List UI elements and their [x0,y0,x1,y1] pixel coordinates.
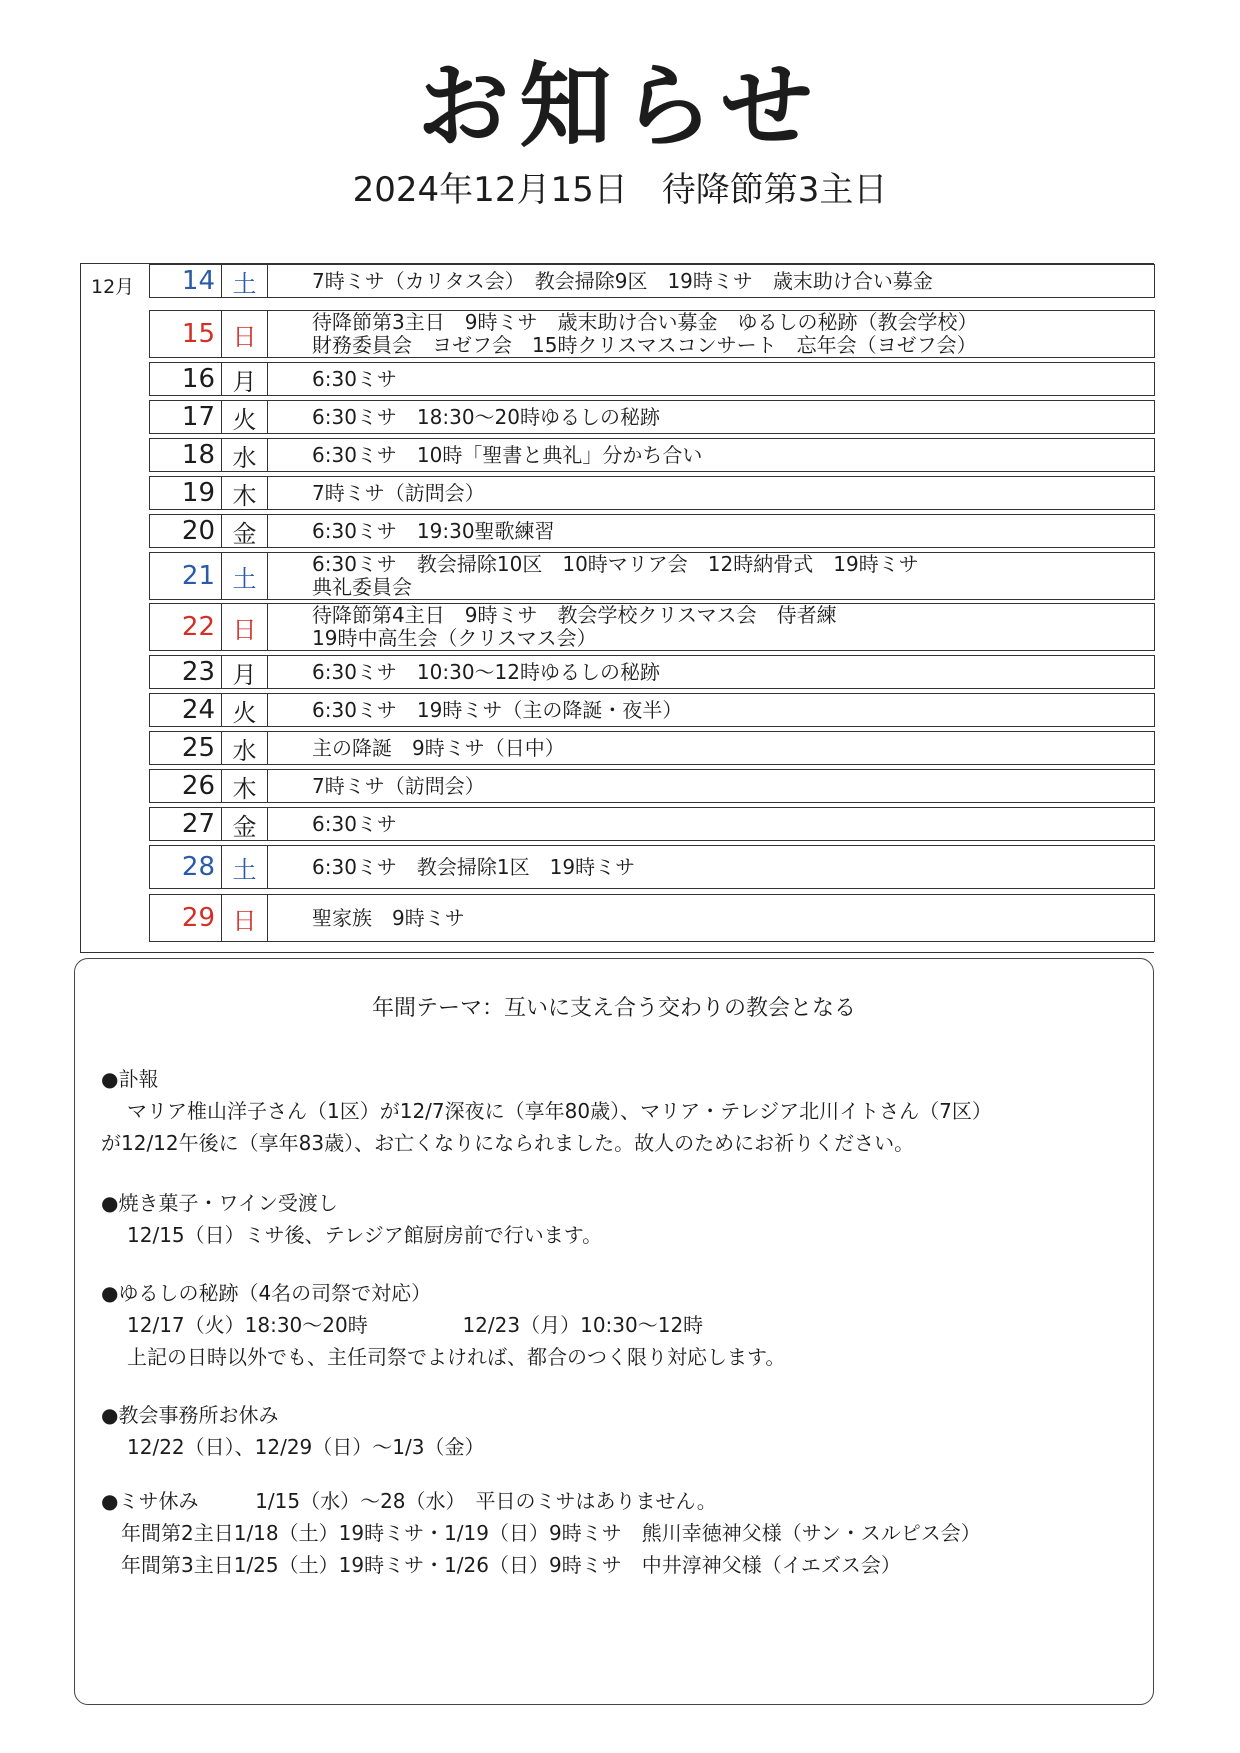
schedule-date: 28 [150,846,222,888]
schedule-row [149,807,1155,841]
schedule-table [80,263,1154,953]
schedule-date: 17 [150,401,222,433]
schedule-weekday: 日 [222,895,268,941]
confession-line-2: 上記の日時以外でも、主任司祭でよければ、都合のつく限り対応します。 [127,1345,786,1369]
schedule-events [268,482,1154,505]
schedule-event-line: 7時ミサ（カリタス会） 教会掃除9区 19時ミサ 歳末助け合い募金 [312,268,933,293]
schedule-event-line: 典礼委員会 [312,575,412,599]
schedule-date: 14 [150,265,222,297]
obituary-section [101,1063,992,1159]
confession-heading: ● ゆるしの秘跡（4名の司祭で対応） [101,1277,785,1309]
schedule-weekday: 水 [222,439,268,471]
schedule-event-line: 聖家族 9時ミサ [312,905,465,930]
schedule-date: 27 [150,808,222,840]
schedule-events [268,520,1154,543]
schedule-event-line: 6:30ミサ [312,811,397,836]
schedule-events [268,661,1154,684]
schedule-event-line: 6:30ミサ 10時「聖書と典礼」分かち合い [312,442,703,467]
schedule-date: 22 [150,604,222,650]
schedule-weekday: 金 [222,808,268,840]
mass-break-line-2: 年間第3主日1/25（土）19時ミサ・1/26（日）9時ミサ 中井淳神父様（イエズス会） [121,1553,901,1577]
sweets-line-1: 12/15（日）ミサ後、テレジア館厨房前で行います。 [127,1223,603,1247]
schedule-date: 25 [150,732,222,764]
schedule-weekday: 月 [222,363,268,395]
schedule-events [268,699,1154,722]
mass-break-period: 1/15（水）～28（水） 平日のミサはありません。 [255,1489,717,1513]
schedule-date: 18 [150,439,222,471]
sweets-heading: ● 焼き菓子・ワイン受渡し [101,1187,602,1219]
schedule-event-line: 6:30ミサ 教会掃除1区 19時ミサ [312,854,636,879]
schedule-row [149,731,1155,765]
schedule-event-line: 6:30ミサ 19:30聖歌練習 [312,518,555,543]
confession-section [101,1277,785,1373]
month-label: 12月 [91,276,135,298]
schedule-row [149,400,1155,434]
schedule-date: 29 [150,895,222,941]
schedule-events [268,775,1154,798]
schedule-weekday: 火 [222,401,268,433]
schedule-date: 20 [150,515,222,547]
schedule-event-line: 財務委員会 ヨゼフ会 15時クリスマスコンサート 忘年会（ヨゼフ会） [312,333,977,357]
schedule-weekday: 月 [222,656,268,688]
schedule-events [268,813,1154,836]
schedule-event-line: 6:30ミサ 10:30～12時ゆるしの秘跡 [312,659,660,684]
schedule-row [149,845,1155,889]
schedule-row [149,476,1155,510]
schedule-events [268,553,1154,599]
office-section [101,1399,484,1463]
schedule-weekday: 金 [222,515,268,547]
schedule-date: 24 [150,694,222,726]
schedule-events [268,604,1154,650]
schedule-row [149,693,1155,727]
schedule-row [149,438,1155,472]
schedule-events [268,406,1154,429]
schedule-events [268,907,1154,930]
schedule-row [149,362,1155,396]
schedule-event-line: 6:30ミサ 18:30～20時ゆるしの秘跡 [312,404,660,429]
schedule-row [149,552,1155,600]
schedule-event-line: 6:30ミサ [312,366,397,391]
schedule-row [149,310,1155,358]
schedule-event-line: 19時中高生会（クリスマス会） [312,626,597,650]
mass-break-line-1: 年間第2主日1/18（土）19時ミサ・1/19（日）9時ミサ 熊川幸徳神父様（サン・スルピス会） [121,1521,981,1545]
schedule-date: 15 [150,311,222,357]
schedule-event-line: 7時ミサ（訪問会） [312,773,485,798]
schedule-events [268,270,1154,293]
schedule-row [149,655,1155,689]
obituary-heading: ● 訃報 [101,1063,992,1095]
schedule-event-line: 7時ミサ（訪問会） [312,480,485,505]
obituary-line-2: が12/12午後に（享年83歳）、お亡くなりになられました。故人のためにお祈りください。 [101,1131,915,1155]
schedule-weekday: 土 [222,265,268,297]
schedule-weekday: 火 [222,694,268,726]
schedule-events [268,311,1154,357]
office-heading: ● 教会事務所お休み [101,1399,484,1431]
schedule-weekday: 水 [222,732,268,764]
schedule-date: 21 [150,553,222,599]
schedule-row [149,603,1155,651]
schedule-weekday: 木 [222,477,268,509]
annual-theme: 年間テーマ：互いに支え合う交わりの教会となる [371,996,856,1021]
schedule-date: 19 [150,477,222,509]
schedule-row [149,264,1155,298]
notice-box [74,958,1154,1705]
schedule-events [268,444,1154,467]
schedule-events [268,737,1154,760]
page-subtitle: 2024年12月15日 待降節第3主日 [352,170,888,210]
confession-slot-2: 12/23（月）10:30～12時 [462,1313,704,1337]
page-title: お知らせ [417,53,823,160]
schedule-event-line: 待降節第3主日 9時ミサ 歳末助け合い募金 ゆるしの秘跡（教会学校） [312,310,978,334]
schedule-event-line: 6:30ミサ 教会掃除10区 10時マリア会 12時納骨式 19時ミサ [312,552,919,576]
mass-break-section [101,1485,981,1581]
schedule-events [268,856,1154,879]
schedule-weekday: 日 [222,604,268,650]
schedule-weekday: 土 [222,846,268,888]
schedule-date: 26 [150,770,222,802]
confession-slot-1: 12/17（火）18:30～20時 [127,1313,368,1337]
schedule-event-line: 主の降誕 9時ミサ（日中） [312,735,565,760]
schedule-event-line: 待降節第4主日 9時ミサ 教会学校クリスマス会 侍者練 [312,603,837,627]
schedule-weekday: 木 [222,770,268,802]
schedule-row [149,894,1155,942]
schedule-date: 23 [150,656,222,688]
schedule-row [149,514,1155,548]
sweets-section [101,1187,602,1251]
schedule-events [268,368,1154,391]
mass-break-head-row [101,1485,981,1517]
office-line-1: 12/22（日）、12/29（日）～1/3（金） [127,1435,485,1459]
schedule-event-line: 6:30ミサ 19時ミサ（主の降誕・夜半） [312,697,683,722]
schedule-weekday: 土 [222,553,268,599]
confession-slots [101,1309,785,1341]
schedule-row [149,769,1155,803]
schedule-date: 16 [150,363,222,395]
obituary-line-1: マリア椎山洋子さん（1区）が12/7深夜に（享年80歳）、マリア・テレジア北川イトさん（7区） [127,1099,992,1123]
mass-break-heading: ● ミサ休み [101,1489,198,1513]
schedule-weekday: 日 [222,311,268,357]
